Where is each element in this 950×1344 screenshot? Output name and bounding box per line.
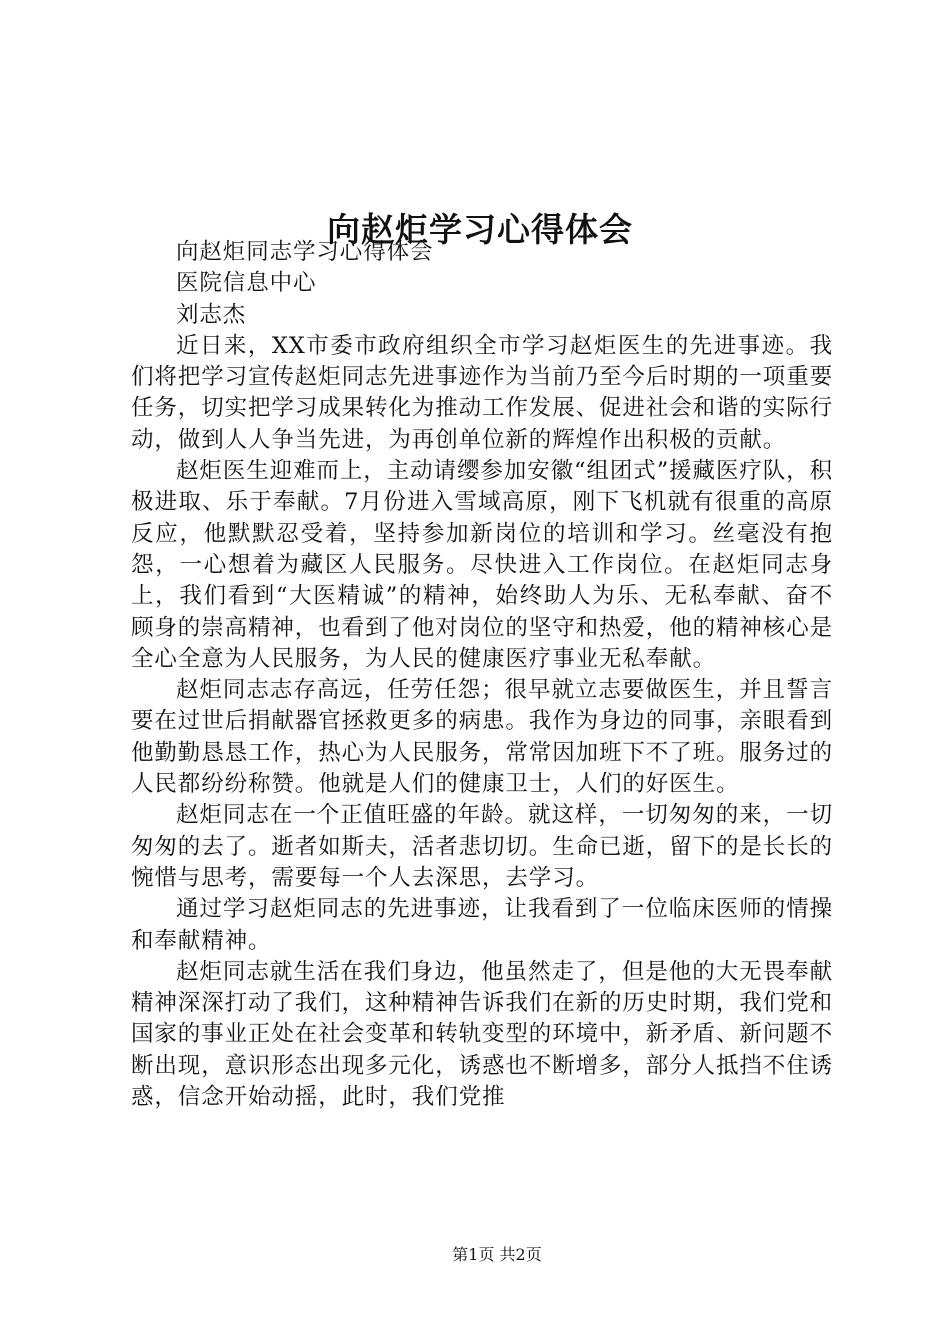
document-title: 向赵炬学习心得体会 [327,210,633,250]
body-paragraph: 近日来，XX市委市政府组织全市学习赵炬医生的先进事迹。我们将把学习宣传赵炬同志先进事迹作为当前乃至今后时期的一项重要任务，切实把学习成果转化为推动工作发展、促进社会和谐的实际行动，做到人人争当先进，为再创单位新的辉煌作出积极的贡献。 [131,332,834,453]
author-paragraph: 刘志杰 [176,301,247,328]
organization-paragraph: 医院信息中心 [176,270,317,297]
page-number-footer: 第1页 共2页 [452,1245,542,1264]
subtitle-paragraph: 向赵炬同志学习心得体会 [176,239,434,265]
document-body [131,237,833,1113]
body-paragraph: 赵炬医生迎难而上，主动请缨参加安徽“组团式”援藏医疗队，积极进取、乐于奉献。7月份进入雪域高原，刚下飞机就有很重的高原反应，他默默忍受着，坚持参加新岗位的培训和学习。丝毫没有抱怨，一心想着为藏区人民服务。尽快进入工作岗位。在赵炬同志身上，我们看到“大医精诚”的精神，始终助人为乐、无私奉献、奋不顾身的崇高精神，也看到了他对岗位的坚守和热爱，他的精神核心是全心全意为人民服务，为人民的健康医疗事业无私奉献。 [131,458,834,672]
body-paragraph: 赵炬同志在一个正值旺盛的年龄。就这样，一切匆匆的来，一切匆匆的去了。逝者如斯夫，活者悲切切。生命已逝，留下的是长长的惋惜与思考，需要每一个人去深思，去学习。 [131,802,834,891]
body-paragraph: 通过学习赵炬同志的先进事迹，让我看到了一位临床医师的情操和奉献精神。 [131,896,833,954]
body-paragraph: 赵炬同志就生活在我们身边，他虽然走了，但是他的大无畏奉献精神深深打动了我们，这种精神告诉我们在新的历史时期，我们党和国家的事业正处在社会变革和转轨变型的环境中，新矛盾、新问题不断出现，意识形态出现多元化，诱惑也不断增多，部分人抵挡不住诱惑，信念开始动摇，此时，我们党推 [131,958,834,1111]
body-paragraph: 赵炬同志志存高远，任劳任怨；很早就立志要做医生，并且誓言要在过世后捐献器官拯救更多的病患。我作为身边的同事，亲眼看到他勤勤恳恳工作，热心为人民服务，常常因加班下不了班。服务过的人民都纷纷称赞。他就是人们的健康卫士，人们的好医生。 [131,677,834,798]
